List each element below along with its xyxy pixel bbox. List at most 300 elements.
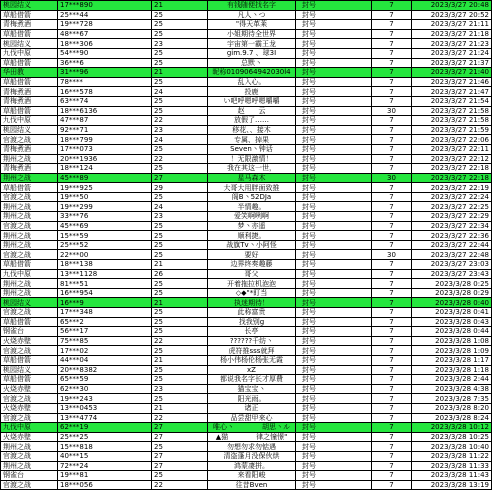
cell-level: 25: [152, 58, 208, 68]
cell-level: 25: [152, 279, 208, 289]
cell-status: 封号: [296, 298, 372, 308]
cell-status: 封号: [296, 423, 372, 433]
cell-server: 官渡之战: [1, 250, 58, 260]
cell-level: 25: [152, 471, 208, 481]
cell-level: 25: [152, 96, 208, 106]
cell-account: 25***25: [58, 432, 152, 442]
cell-account: 13***1128: [58, 269, 152, 279]
cell-server: 荆州之战: [1, 173, 58, 183]
table-row: [1, 375, 492, 385]
table-row: [1, 125, 492, 135]
cell-timestamp: 2023/3/28 11:33: [412, 461, 492, 471]
table-row: [1, 461, 492, 471]
cell-status: 封号: [296, 461, 372, 471]
cell-ban-days: 7: [372, 298, 412, 308]
cell-server: 官渡之战: [1, 135, 58, 145]
cell-player-name: 往昔Bven: [208, 480, 296, 490]
cell-ban-days: 7: [372, 269, 412, 279]
cell-player-name: 我在其这一世，: [208, 164, 296, 174]
cell-timestamp: 2023/3/27 22:48: [412, 250, 492, 260]
cell-timestamp: 2023/3/27 21:23: [412, 39, 492, 49]
cell-level: 25: [152, 164, 208, 174]
table-row: [1, 403, 492, 413]
cell-player-name: ??????千纺丶: [208, 336, 296, 346]
table-row: [1, 413, 492, 423]
cell-ban-days: 7: [372, 96, 412, 106]
cell-ban-days: 7: [372, 346, 412, 356]
cell-timestamp: 2023/3/27 22:29: [412, 212, 492, 222]
cell-server: 草船借箭: [1, 355, 58, 365]
cell-server: 草船借箭: [1, 10, 58, 20]
cell-server: 官渡之战: [1, 192, 58, 202]
cell-timestamp: 2023/3/27 21:18: [412, 29, 492, 39]
cell-ban-days: 7: [372, 288, 412, 298]
table-row: [1, 269, 492, 279]
cell-server: 荆州之战: [1, 461, 58, 471]
cell-ban-days: 30: [372, 173, 412, 183]
cell-player-name: 星马森木: [208, 173, 296, 183]
cell-level: 25: [152, 442, 208, 452]
table-row: [1, 192, 492, 202]
cell-status: 封号: [296, 471, 372, 481]
cell-status: 封号: [296, 403, 372, 413]
cell-account: 18***138: [58, 260, 152, 270]
cell-player-name: 勿想勿求勿惦遇: [208, 442, 296, 452]
cell-level: 23: [152, 125, 208, 135]
cell-status: 封号: [296, 451, 372, 461]
cell-ban-days: 7: [372, 240, 412, 250]
cell-timestamp: 2023/3/28 10:40: [412, 442, 492, 452]
cell-timestamp: 2023/3/27 22:06: [412, 135, 492, 145]
table-row: [1, 68, 492, 78]
cell-account: 65***2: [58, 317, 152, 327]
cell-status: 封号: [296, 279, 372, 289]
cell-ban-days: 30: [372, 250, 412, 260]
cell-status: 封号: [296, 173, 372, 183]
table-row: [1, 10, 492, 20]
cell-status: 封号: [296, 375, 372, 385]
cell-server: 青梅煮酒: [1, 96, 58, 106]
cell-player-name: 诸正: [208, 403, 296, 413]
cell-player-name: ◇◆"*盯当: [208, 288, 296, 298]
cell-timestamp: 2023/3/28 10:12: [412, 423, 492, 433]
cell-account: 20***1936: [58, 154, 152, 164]
cell-player-name: 要好: [208, 250, 296, 260]
cell-status: 封号: [296, 231, 372, 241]
cell-level: 21: [152, 355, 208, 365]
cell-account: 45***69: [58, 221, 152, 231]
cell-ban-days: 7: [372, 221, 412, 231]
cell-ban-days: 7: [372, 48, 412, 58]
cell-level: 24: [152, 87, 208, 97]
cell-player-name: 杨小伟杨伦杨张无霞: [208, 355, 296, 365]
cell-ban-days: 7: [372, 327, 412, 337]
cell-level: 22: [152, 413, 208, 423]
cell-account: 31***96: [58, 68, 152, 78]
cell-server: 九伐中原: [1, 269, 58, 279]
cell-ban-days: 7: [372, 308, 412, 318]
cell-level: 23: [152, 384, 208, 394]
cell-server: 草船借箭: [1, 260, 58, 270]
cell-ban-days: 7: [372, 125, 412, 135]
cell-player-name: 半情趣。: [208, 202, 296, 212]
table-row: [1, 116, 492, 126]
cell-level: 25: [152, 48, 208, 58]
cell-account: 19***81: [58, 471, 152, 481]
cell-level: 25: [152, 308, 208, 318]
cell-player-name: 小姐期待全世界: [208, 29, 296, 39]
table-row: [1, 442, 492, 452]
cell-ban-days: 7: [372, 461, 412, 471]
table-row: [1, 173, 492, 183]
cell-status: 封号: [296, 48, 372, 58]
cell-account: 72***24: [58, 461, 152, 471]
cell-server: 钢雀台: [1, 327, 58, 337]
cell-status: 封号: [296, 413, 372, 423]
cell-ban-days: 7: [372, 432, 412, 442]
cell-player-name: 执迷期待！: [208, 298, 296, 308]
cell-server: 青梅煮酒: [1, 87, 58, 97]
cell-server: 青梅煮酒: [1, 20, 58, 30]
cell-server: 青梅煮酒: [1, 164, 58, 174]
cell-account: 18***799: [58, 135, 152, 145]
cell-status: 封号: [296, 355, 372, 365]
cell-level: 25: [152, 240, 208, 250]
cell-player-name: 放假了……: [208, 116, 296, 126]
cell-level: 23: [152, 212, 208, 222]
cell-ban-days: 7: [372, 442, 412, 452]
table-row: [1, 87, 492, 97]
cell-player-name: 清盗蓬月没保伙烘: [208, 451, 296, 461]
cell-player-name: 猫宝宝丶: [208, 384, 296, 394]
cell-server: 荆州之战: [1, 212, 58, 222]
cell-ban-days: 7: [372, 260, 412, 270]
cell-level: 23: [152, 39, 208, 49]
cell-ban-days: 7: [372, 279, 412, 289]
cell-timestamp: 2023/3/27 21:11: [412, 20, 492, 30]
cell-account: 36***6: [58, 58, 152, 68]
table-row: [1, 1, 492, 11]
cell-ban-days: 7: [372, 116, 412, 126]
cell-server: 官渡之战: [1, 346, 58, 356]
cell-account: 16***9: [58, 298, 152, 308]
table-row: [1, 423, 492, 433]
cell-timestamp: 2023/3/27 23:03: [412, 260, 492, 270]
cell-account: 15***59: [58, 231, 152, 241]
table-row: [1, 202, 492, 212]
table-row: [1, 451, 492, 461]
cell-account: 56***17: [58, 327, 152, 337]
cell-server: 钢雀台: [1, 471, 58, 481]
cell-player-name: 移花、、接木: [208, 125, 296, 135]
cell-timestamp: 2023/3/28 0:29: [412, 288, 492, 298]
cell-account: 17***073: [58, 144, 152, 154]
cell-level: 26: [152, 269, 208, 279]
cell-status: 封号: [296, 96, 372, 106]
table-row: [1, 250, 492, 260]
cell-account: 18***6136: [58, 106, 152, 116]
cell-timestamp: 2023/3/28 8:20: [412, 403, 492, 413]
cell-ban-days: 7: [372, 480, 412, 490]
cell-server: 草船借箭: [1, 106, 58, 116]
cell-timestamp: 2023/3/27 21:54: [412, 96, 492, 106]
cell-level: 21: [152, 260, 208, 270]
table-row: [1, 327, 492, 337]
cell-account: 18***306: [58, 39, 152, 49]
cell-account: 16***578: [58, 87, 152, 97]
cell-status: 封号: [296, 394, 372, 404]
cell-account: 15***818: [58, 442, 152, 452]
cell-timestamp: 2023/3/27 22:25: [412, 202, 492, 212]
cell-timestamp: 2023/3/28 0:25: [412, 279, 492, 289]
cell-timestamp: 2023/3/27 21:37: [412, 58, 492, 68]
cell-server: 青梅煮酒: [1, 144, 58, 154]
cell-account: 62***30: [58, 384, 152, 394]
cell-status: 封号: [296, 288, 372, 298]
table-row: [1, 384, 492, 394]
cell-player-name: 昵称0109064942030l4: [208, 68, 296, 78]
cell-level: 25: [152, 20, 208, 30]
table-row: [1, 183, 492, 193]
cell-ban-days: 7: [372, 29, 412, 39]
cell-ban-days: 7: [372, 365, 412, 375]
table-row: [1, 432, 492, 442]
cell-player-name: 品尝甜甲来心: [208, 413, 296, 423]
cell-ban-days: 7: [372, 355, 412, 365]
cell-player-name: 边界终奏趣藤: [208, 260, 296, 270]
cell-timestamp: 2023/3/28 7:35: [412, 394, 492, 404]
cell-status: 封号: [296, 183, 372, 193]
cell-level: 29: [152, 183, 208, 193]
cell-level: 27: [152, 432, 208, 442]
cell-ban-days: 7: [372, 135, 412, 145]
cell-player-name: 找我别g: [208, 317, 296, 327]
cell-timestamp: 2023/3/27 22:36: [412, 231, 492, 241]
cell-level: 25: [152, 394, 208, 404]
cell-status: 封号: [296, 135, 372, 145]
cell-status: 封号: [296, 116, 372, 126]
cell-level: 25: [152, 288, 208, 298]
cell-server: 桃园结义: [1, 39, 58, 49]
cell-account: 65***59: [58, 375, 152, 385]
cell-player-name: 长亭: [208, 327, 296, 337]
cell-timestamp: 2023/3/27 21:59: [412, 125, 492, 135]
cell-timestamp: 2023/3/27 22:11: [412, 144, 492, 154]
table-row: [1, 260, 492, 270]
cell-player-name: 唯心丶 胡思丶ル: [208, 423, 296, 433]
cell-ban-days: 7: [372, 68, 412, 78]
cell-ban-days: 7: [372, 192, 412, 202]
cell-status: 封号: [296, 202, 372, 212]
cell-status: 封号: [296, 164, 372, 174]
cell-account: 81***51: [58, 279, 152, 289]
cell-ban-days: 30: [372, 106, 412, 116]
cell-level: 25: [152, 231, 208, 241]
cell-level: 27: [152, 461, 208, 471]
cell-status: 封号: [296, 68, 372, 78]
table-row: [1, 96, 492, 106]
cell-level: 21: [152, 68, 208, 78]
cell-level: 22: [152, 154, 208, 164]
cell-player-name: Seven丶钟话: [208, 144, 296, 154]
cell-ban-days: 7: [372, 231, 412, 241]
cell-timestamp: 2023/3/28 10:25: [412, 432, 492, 442]
table-row: [1, 77, 492, 87]
cell-account: 63***74: [58, 96, 152, 106]
cell-player-name: 乱入心。: [208, 77, 296, 87]
cell-timestamp: 2023/3/27 22:12: [412, 154, 492, 164]
cell-server: 火烧赤壁: [1, 336, 58, 346]
cell-account: 25***44: [58, 10, 152, 20]
cell-server: 草船借箭: [1, 183, 58, 193]
cell-ban-days: 7: [372, 58, 412, 68]
cell-server: 桃园结义: [1, 365, 58, 375]
cell-server: 荆州之战: [1, 288, 58, 298]
cell-status: 封号: [296, 442, 372, 452]
cell-server: 官渡之战: [1, 394, 58, 404]
cell-account: 18***056: [58, 480, 152, 490]
cell-timestamp: 2023/3/28 2:44: [412, 375, 492, 385]
cell-ban-days: 7: [372, 394, 412, 404]
table-row: [1, 317, 492, 327]
cell-status: 封号: [296, 192, 372, 202]
cell-server: 桃园结义: [1, 1, 58, 11]
cell-account: 16***954: [58, 288, 152, 298]
table-row: [1, 471, 492, 481]
table-row: [1, 279, 492, 289]
cell-timestamp: 2023/3/28 4:38: [412, 384, 492, 394]
cell-server: 草船借箭: [1, 375, 58, 385]
cell-status: 封号: [296, 144, 372, 154]
cell-level: 21: [152, 298, 208, 308]
cell-server: 草船借箭: [1, 58, 58, 68]
cell-player-name: 爱笑啊咧啊: [208, 212, 296, 222]
cell-level: 24: [152, 202, 208, 212]
cell-timestamp: 2023/3/27 21:58: [412, 116, 492, 126]
cell-player-name: 鸿蒙凄拼。: [208, 461, 296, 471]
table-row: [1, 355, 492, 365]
table-row: [1, 144, 492, 154]
cell-status: 封号: [296, 106, 372, 116]
cell-account: 20***8382: [58, 365, 152, 375]
cell-player-name: 来看阳峻: [208, 471, 296, 481]
cell-level: 27: [152, 423, 208, 433]
cell-ban-days: 7: [372, 20, 412, 30]
cell-server: 荆州之战: [1, 202, 58, 212]
cell-timestamp: 2023/3/28 0:43: [412, 317, 492, 327]
cell-status: 封号: [296, 240, 372, 250]
cell-timestamp: 2023/3/28 13:19: [412, 480, 492, 490]
cell-account: 92***71: [58, 125, 152, 135]
cell-status: 封号: [296, 384, 372, 394]
cell-account: 13***4774: [58, 413, 152, 423]
cell-player-name: 凡人丶つ: [208, 10, 296, 20]
cell-timestamp: 2023/3/27 22:19: [412, 183, 492, 193]
cell-status: 封号: [296, 346, 372, 356]
cell-timestamp: 2023/3/27 22:18: [412, 164, 492, 174]
cell-level: 22: [152, 336, 208, 346]
cell-timestamp: 2023/3/27 21:46: [412, 77, 492, 87]
cell-server: 官渡之战: [1, 221, 58, 231]
cell-level: 21: [152, 1, 208, 11]
cell-server: 九伐中原: [1, 116, 58, 126]
cell-account: 78****: [58, 77, 152, 87]
cell-server: 草船借箭: [1, 29, 58, 39]
cell-timestamp: 2023/3/27 22:44: [412, 240, 492, 250]
cell-ban-days: 7: [372, 154, 412, 164]
cell-status: 封号: [296, 1, 372, 11]
cell-level: 25: [152, 327, 208, 337]
cell-player-name: 顺利捷。: [208, 231, 296, 241]
cell-account: 54***90: [58, 48, 152, 58]
cell-status: 封号: [296, 260, 372, 270]
cell-player-name: 大哥大用胖面致推: [208, 183, 296, 193]
cell-player-name: xZ: [208, 365, 296, 375]
cell-status: 封号: [296, 77, 372, 87]
cell-player-name: "得天革莱: [208, 20, 296, 30]
cell-timestamp: 2023/3/27 22:24: [412, 192, 492, 202]
cell-server: 草船借箭: [1, 77, 58, 87]
cell-status: 封号: [296, 480, 372, 490]
cell-ban-days: 7: [372, 212, 412, 222]
cell-ban-days: 7: [372, 87, 412, 97]
cell-level: 25: [152, 346, 208, 356]
cell-player-name: 阁B丶52DJa: [208, 192, 296, 202]
cell-ban-days: 7: [372, 413, 412, 423]
cell-status: 封号: [296, 212, 372, 222]
cell-ban-days: 7: [372, 1, 412, 11]
cell-account: 17***890: [58, 1, 152, 11]
cell-player-name: 投鹿: [208, 87, 296, 97]
cell-level: 25: [152, 375, 208, 385]
cell-level: 25: [152, 77, 208, 87]
cell-account: 19***243: [58, 394, 152, 404]
table-row: [1, 221, 492, 231]
cell-level: 25: [152, 29, 208, 39]
cell-player-name: ▲猫 律之憧憬": [208, 432, 296, 442]
cell-server: 桃园结义: [1, 298, 58, 308]
cell-player-name: 赵 云: [208, 106, 296, 116]
cell-timestamp: 2023/3/28 1:09: [412, 346, 492, 356]
cell-level: 25: [152, 10, 208, 20]
cell-ban-days: 7: [372, 317, 412, 327]
table-row: [1, 231, 492, 241]
cell-account: 22***00: [58, 250, 152, 260]
table-row: [1, 106, 492, 116]
cell-player-name: 有钱随便找名字: [208, 1, 296, 11]
cell-status: 封号: [296, 269, 372, 279]
cell-level: 25: [152, 317, 208, 327]
cell-status: 封号: [296, 125, 372, 135]
table-row: [1, 365, 492, 375]
cell-timestamp: 2023/3/28 11:43: [412, 471, 492, 481]
cell-ban-days: 7: [372, 384, 412, 394]
cell-level: 22: [152, 480, 208, 490]
cell-account: 44***04: [58, 355, 152, 365]
cell-ban-days: 7: [372, 183, 412, 193]
cell-status: 封号: [296, 432, 372, 442]
cell-player-name: 虎符推sss就拜: [208, 346, 296, 356]
cell-timestamp: 2023/3/27 21:40: [412, 68, 492, 78]
cell-timestamp: 2023/3/27 21:58: [412, 106, 492, 116]
cell-timestamp: 2023/3/28 0:41: [412, 308, 492, 318]
cell-ban-days: 7: [372, 471, 412, 481]
cell-account: 13***0453: [58, 403, 152, 413]
cell-level: 25: [152, 192, 208, 202]
cell-account: 48***67: [58, 29, 152, 39]
cell-server: 官渡之战: [1, 451, 58, 461]
cell-timestamp: 2023/3/28 1:17: [412, 355, 492, 365]
